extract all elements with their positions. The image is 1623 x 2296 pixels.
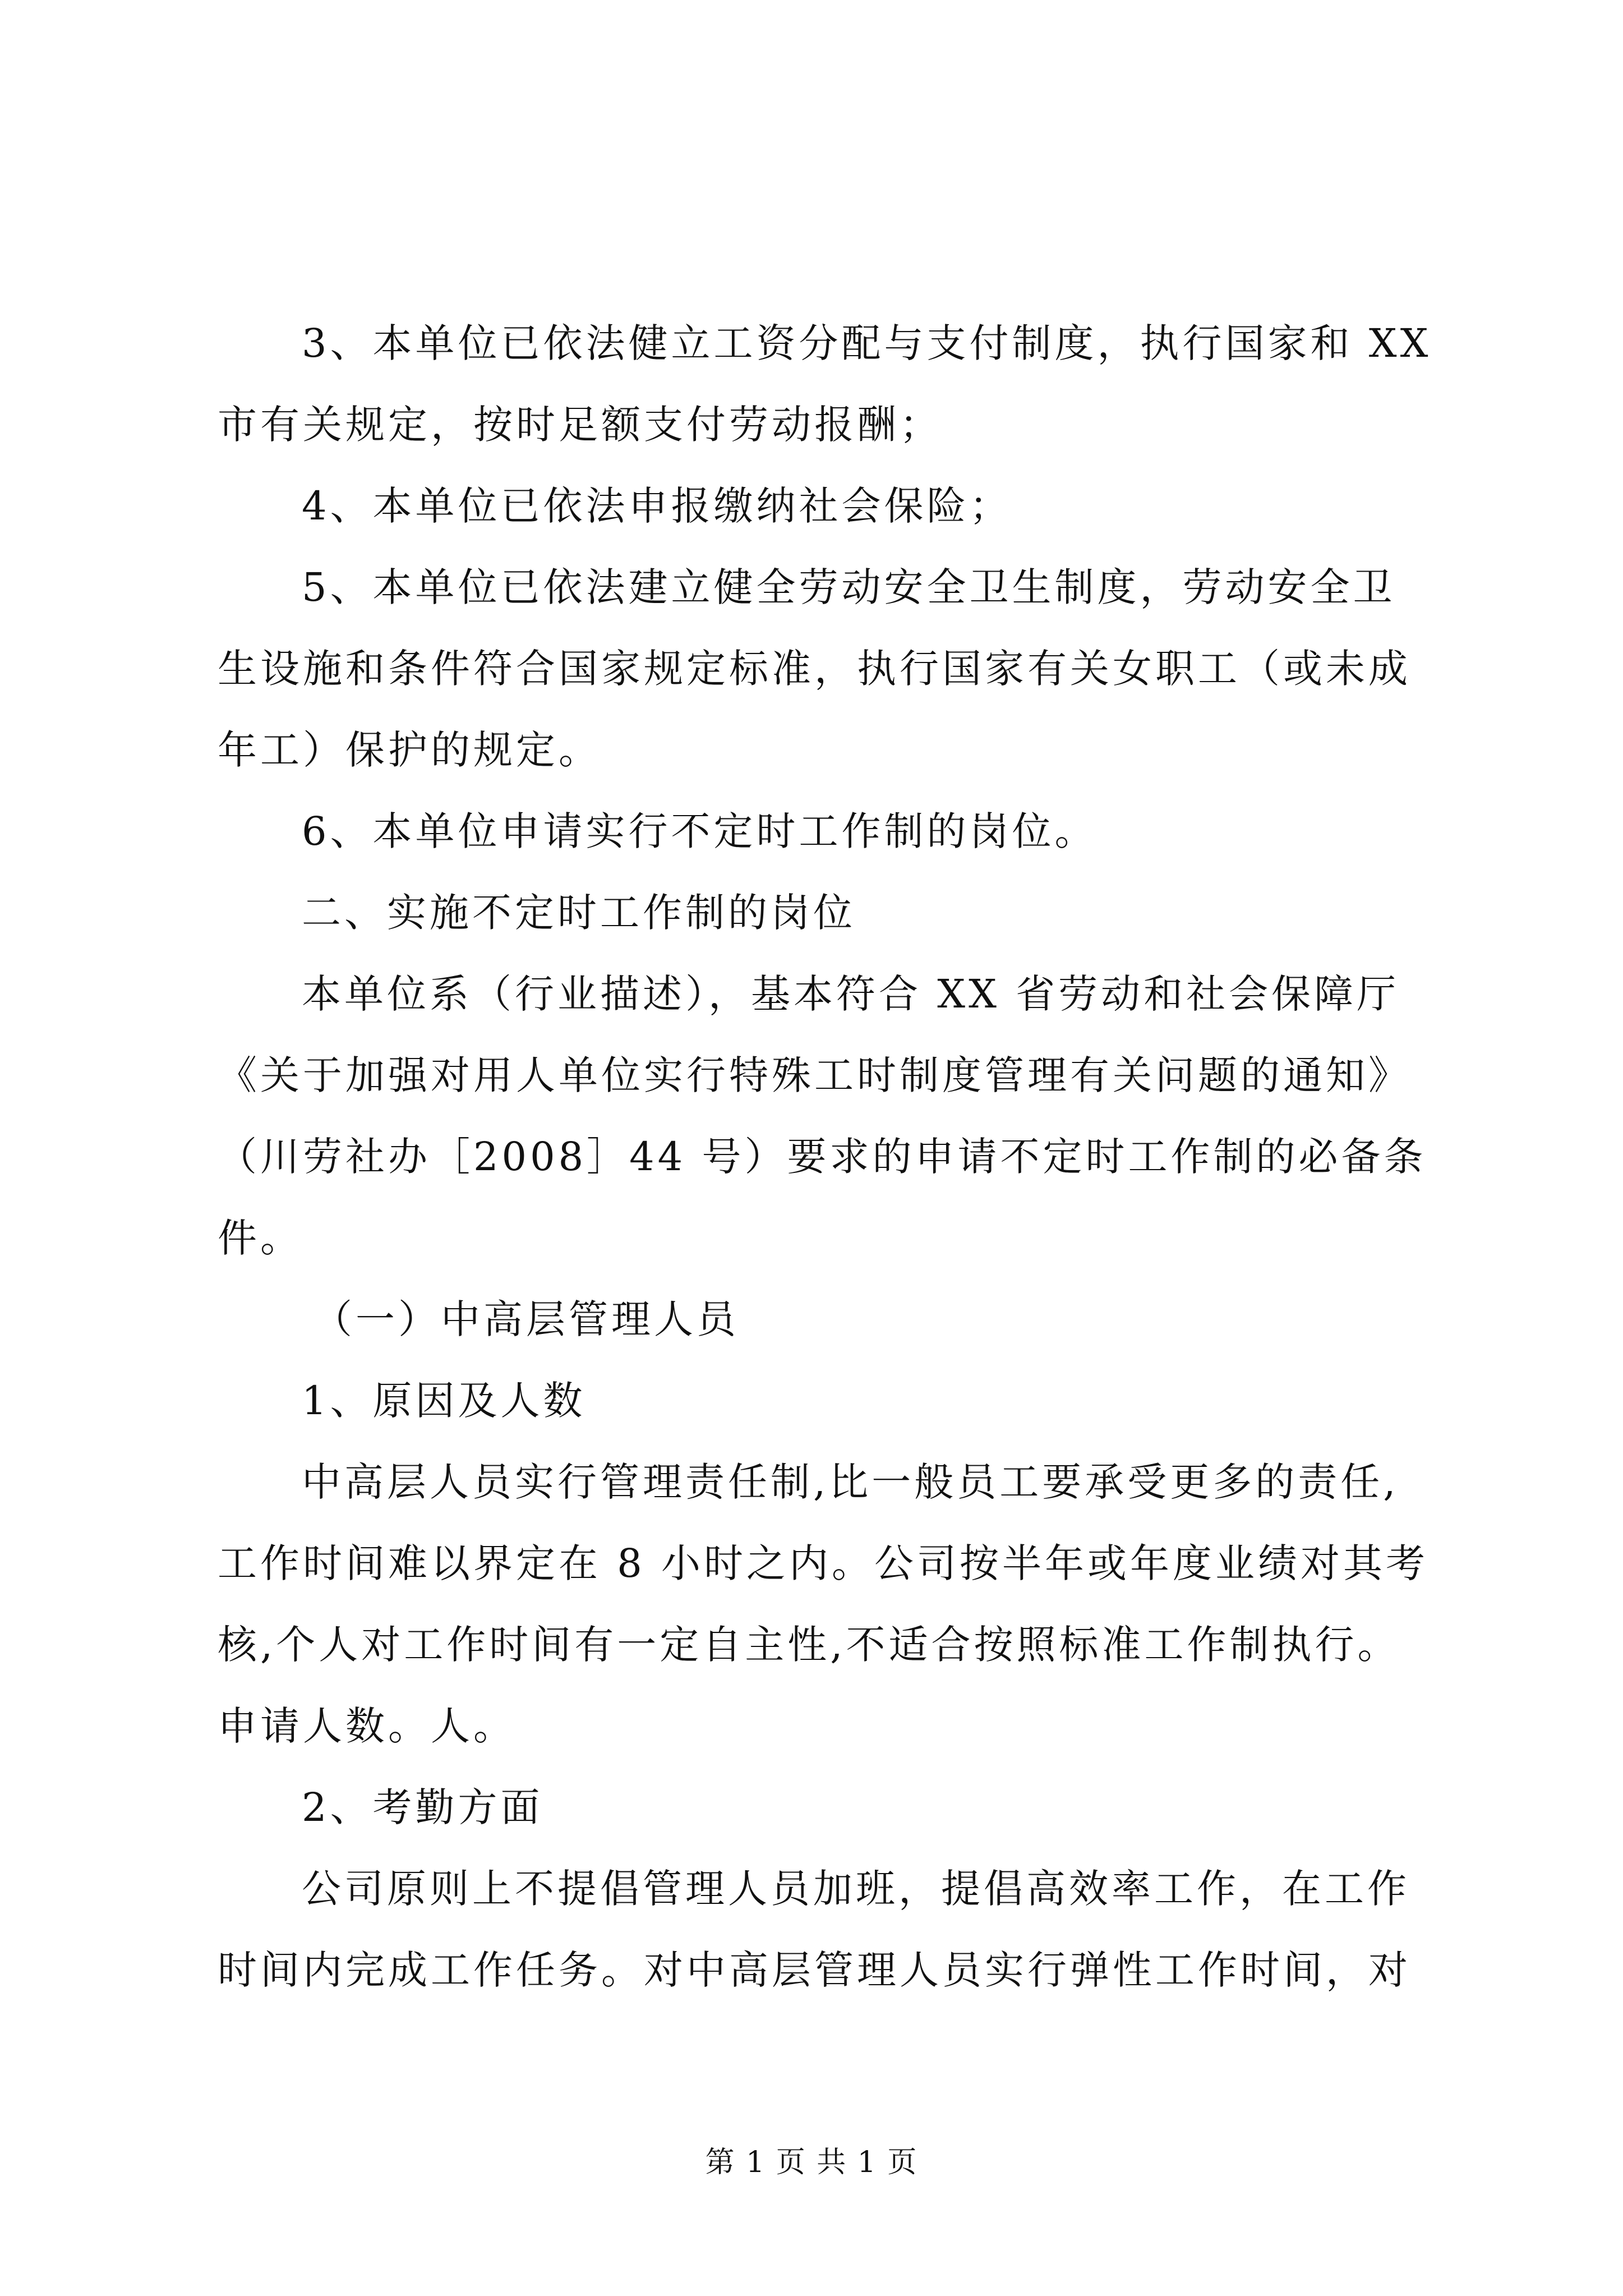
page-footer: 第 1 页 共 1 页: [705, 2146, 918, 2179]
paragraph-line: 申请人数。人。: [218, 1703, 516, 1749]
paragraph-line: 本单位系（行业描述），基本符合 XX 省劳动和社会保障厅: [302, 971, 1400, 1017]
paragraph-line: 核,个人对工作时间有一定自主性,不适合按照标准工作制执行。: [218, 1622, 1400, 1668]
paragraph-line: 时间内完成工作任务。对中高层管理人员实行弹性工作时间，对: [218, 1947, 1411, 1993]
section-heading: 二、实施不定时工作制的岗位: [302, 890, 856, 936]
paragraph-line: 中高层人员实行管理责任制,比一般员工要承受更多的责任,: [302, 1459, 1399, 1505]
paragraph-line: 3、本单位已依法健立工资分配与支付制度，执行国家和 XX: [302, 320, 1432, 366]
paragraph-line: 《关于加强对用人单位实行特殊工时制度管理有关问题的通知》: [218, 1052, 1411, 1098]
item-heading: 2、考勤方面: [302, 1784, 543, 1830]
paragraph-line: 工作时间难以界定在 8 小时之内。公司按半年或年度业绩对其考: [218, 1540, 1429, 1586]
paragraph-line: 公司原则上不提倡管理人员加班，提倡高效率工作，在工作: [302, 1866, 1410, 1912]
paragraph-line: （川劳社办［2008］44 号）要求的申请不定时工作制的必备条: [218, 1134, 1427, 1180]
paragraph-line: 件。: [218, 1215, 303, 1261]
paragraph-line: 5、本单位已依法建立健全劳动安全卫生制度，劳动安全卫: [302, 564, 1396, 610]
subsection-heading: （一）中高层管理人员: [313, 1296, 739, 1342]
paragraph-line: 6、本单位申请实行不定时工作制的岗位。: [302, 808, 1098, 854]
document-body: [218, 303, 1432, 2011]
paragraph-line: 生设施和条件符合国家规定标准，执行国家有关女职工（或未成: [218, 646, 1411, 692]
item-heading: 1、原因及人数: [302, 1378, 586, 1424]
paragraph-line: 4、本单位已依法申报缴纳社会保险；: [302, 483, 1012, 529]
paragraph-line: 市有关规定，按时足额支付劳动报酬；: [218, 402, 942, 448]
paragraph-line: 年工）保护的规定。: [218, 727, 601, 773]
